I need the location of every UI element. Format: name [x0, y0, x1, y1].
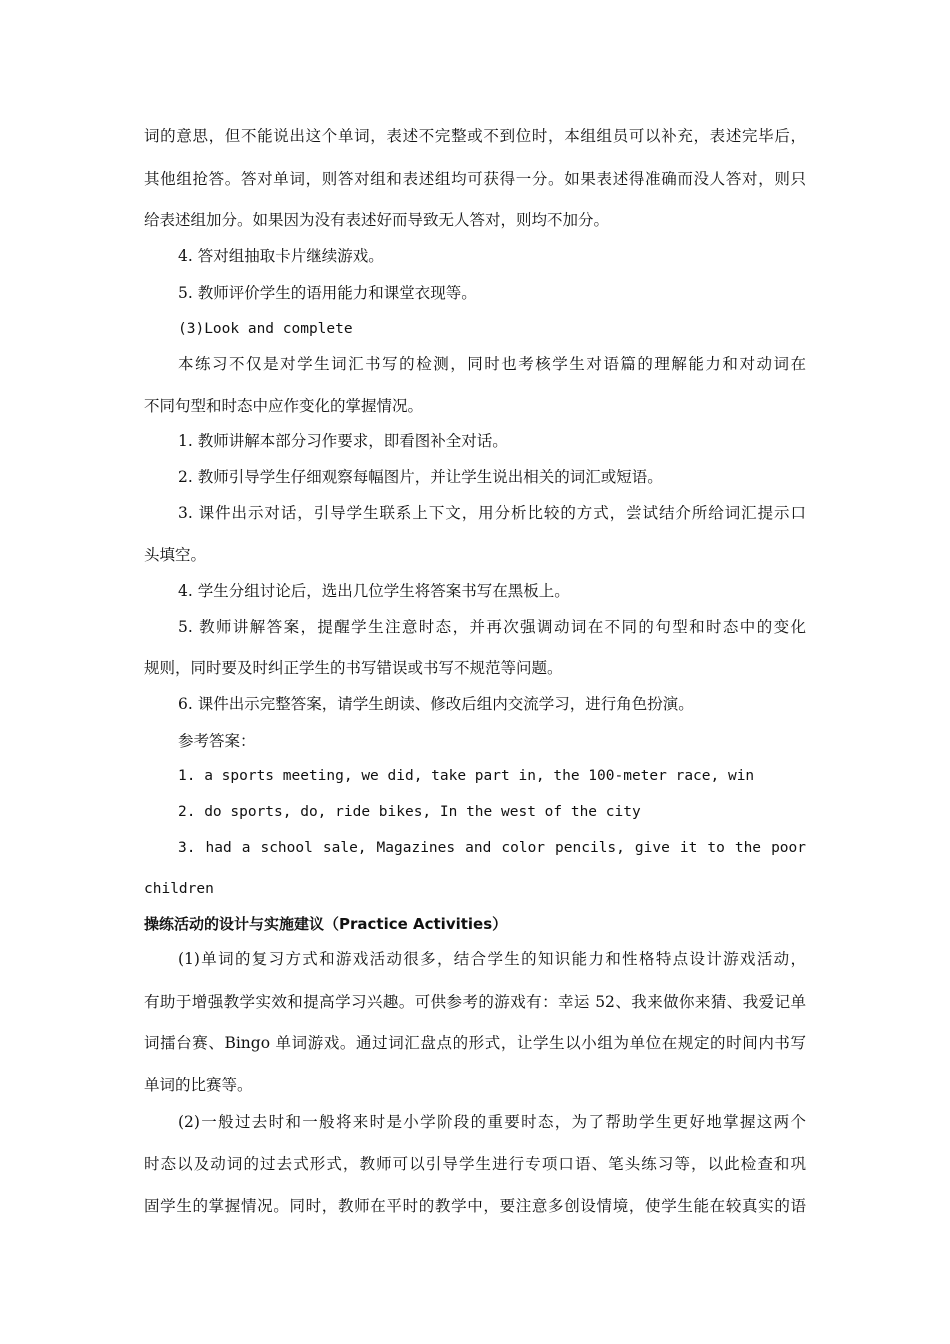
list-item: 6. 课件出示完整答案，请学生朗读、修改后组内交流学习，进行角色扮演。 [178, 695, 694, 713]
paragraph-line: 词擂台赛、Bingo 单词游戏。通过词汇盘点的形式，让学生以小组为单位在规定的时间内书写 [144, 1034, 806, 1052]
paragraph-line: 时态以及动词的过去式形式，教师可以引导学生进行专项口语、笔头练习等，以此检查和巩 [144, 1155, 806, 1173]
paragraph-line: 词的意思，但不能说出这个单词，表述不完整或不到位时，本组组员可以补充，表述完毕后， [144, 127, 806, 145]
list-item: 1. 教师讲解本部分习作要求，即看图补全对话。 [178, 432, 508, 450]
list-item: 3. 课件出示对话，引导学生联系上下文，用分析比较的方式，尝试结介所给词汇提示口 [178, 504, 806, 522]
answer-item: 1. a sports meeting, we did, take part in, the 100-meter race, win [178, 768, 755, 784]
answer-item: 3. had a school sale, Magazines and color pencils, give it to the poor [178, 840, 806, 856]
section-title: 操练活动的设计与实施建议（Practice Activities） [144, 915, 508, 933]
answer-item: 2. do sports, do, ride bikes, In the west of the city [178, 804, 641, 820]
list-item: 2. 教师引导学生仔细观察每幅图片，并让学生说出相关的词汇或短语。 [178, 468, 663, 486]
answers-heading: 参考答案： [178, 732, 256, 750]
paragraph-line: 头填空。 [144, 546, 207, 564]
list-item: 5. 教师评价学生的语用能力和课堂衣现等。 [178, 284, 477, 302]
paragraph-line: 不同句型和时态中应作变化的掌握情况。 [144, 397, 424, 415]
paragraph-line: 给表述组加分。如果因为没有表述好而导致无人答对，则均不加分。 [144, 211, 610, 229]
paragraph-line: (1)单词的复习方式和游戏活动很多，结合学生的知识能力和性格特点设计游戏活动， [178, 950, 806, 968]
list-item: 5. 教师讲解答案，提醒学生注意时态，并再次强调动词在不同的句型和时态中的变化 [178, 618, 806, 636]
paragraph-line: 其他组抢答。答对单词，则答对组和表述组均可获得一分。如果表述得准确而没人答对，则只 [144, 170, 806, 188]
section-heading: (3)Look and complete [178, 321, 353, 337]
paragraph-line: 本练习不仅是对学生词汇书写的检测，同时也考核学生对语篇的理解能力和对动词在 [178, 355, 806, 373]
list-item: 4. 答对组抽取卡片继续游戏。 [178, 247, 384, 265]
list-item: 4. 学生分组讨论后，选出几位学生将答案书写在黑板上。 [178, 582, 570, 600]
paragraph-line: 有助于增强教学实效和提高学习兴趣。可供参考的游戏有：幸运 52、我来做你来猜、我爱记单 [144, 993, 806, 1011]
paragraph-line: 规则，同时要及时纠正学生的书写错误或书写不规范等问题。 [144, 659, 563, 677]
answer-item-continued: children [144, 881, 214, 897]
paragraph-line: (2)一般过去时和一般将来时是小学阶段的重要时态，为了帮助学生更好地掌握这两个 [178, 1113, 806, 1131]
paragraph-line: 单词的比赛等。 [144, 1076, 253, 1094]
paragraph-line: 固学生的掌握情况。同时，教师在平时的教学中，要注意多创设情境，使学生能在较真实的语 [144, 1197, 806, 1215]
